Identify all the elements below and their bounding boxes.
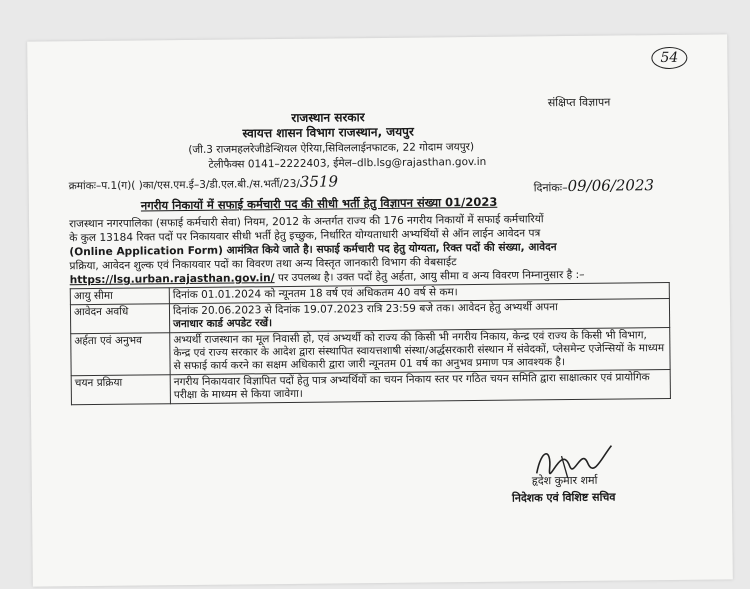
- page-number: 54: [651, 47, 687, 69]
- website-link[interactable]: https://lsg.urban.rajasthan.gov.in/: [69, 272, 275, 287]
- website-suffix: पर उपलब्ध है। उक्त पदों हेतु अर्हता, आयु सीमा व अन्य विवरण निम्नानुसार है :–: [274, 268, 585, 285]
- govt-name: राजस्थान सरकार: [291, 110, 365, 125]
- row-bold-text: जनाधार कार्ड अपडेट रखें।: [173, 317, 273, 331]
- reference-date-line: [534, 178, 654, 195]
- row-value: [170, 369, 670, 403]
- row-value: [170, 327, 670, 374]
- dept-contact: टेलीफैक्स 0141–2222403, ईमेल–dlb.lsg@rajasthan.gov.in: [208, 155, 487, 171]
- row-text: नगरीय निकायवार विज्ञापित पदों हेतु पात्र अभ्यर्थियों का चयन निकाय स्तर पर गठित चयन समिति द्वारा साक्षात्कार एवं प्रायोगिक परीक्षा के माध्यम से किया जावेगा।: [173, 371, 650, 402]
- dept-name: स्वायत्त शासन विभाग राजस्थान, जयपुर: [242, 124, 414, 141]
- notice-title: नगरीय निकायों में सफाई कर्मचारी पद की सीधी भर्ती हेतु विज्ञापन संख्या 01/2023: [140, 194, 498, 213]
- reference-date: 09/06/2023: [567, 176, 655, 196]
- row-text: दिनांक 01.01.2024 को न्यूनतम 18 वर्ष एवं अधिकतम 40 वर्ष से कम।: [172, 286, 458, 302]
- reference-number: 3519: [299, 172, 339, 191]
- intro-line-1: राजस्थान नगरपालिका (सफाई कर्मचारी सेवा) नियम, 2012 के अन्तर्गत राज्य की 176 नगरीय निकायों में सफाई कर्मचारियों: [69, 213, 544, 231]
- row-text: अभ्यर्थी राजस्थान का मूल निवासी हो, एवं अभ्यर्थी को राज्य की किसी भी नगरीय निकाय, केन्द्र एवं राज्य के किसी भी विभाग, केन्द्र एवं राज्य सरकार के आदेश द्वारा संस्थापित स्वायत्तशाषी संस्था/अर्द्धसरकारी संस्थान में संवेदकों, प्लेसमेन्ट एजेन्सियों के माध्यम से सफाई कार्य करने का सक्षम अधिकारी द्वारा जारी न्यूनतम 01 वर्ष का अनुभव प्रमाण पत्र आवश्यक है।: [173, 329, 665, 373]
- details-table: [70, 282, 671, 405]
- intro-line-3: (Online Application Form) आमंत्रित किये जाते है। सफाई कर्मचारी पद हेतु योग्यता, रिक्त पदों की संख्या, आवेदन: [69, 241, 557, 259]
- dept-address: (जी.3 राजमहलरेजीडेन्शियल ऐरिया,सिविललाईनफाटक, 22 गोदाम जयपुर): [188, 141, 475, 156]
- reference-line: [69, 174, 339, 193]
- row-label: आयु सीमा: [70, 288, 169, 305]
- signatory-designation: निदेशक एवं विशिष्ट सचिव: [511, 490, 616, 505]
- signatory-name: हृदेश कुमार शर्मा: [531, 473, 598, 488]
- row-label: चयन प्रक्रिया: [71, 375, 170, 405]
- row-label: अर्हता एवं अनुभव: [71, 333, 170, 376]
- notice-type: संक्षिप्त विज्ञापन: [547, 95, 611, 110]
- intro-line-4: प्रक्रिया, आवेदन शुल्क एवं निकायवार पदों का विवरण तथा अन्य विस्तृत जानकारी विभाग की वेबसाईट: [69, 256, 457, 273]
- table-row: [71, 369, 670, 404]
- intro-line-2: के कुल 13184 रिक्त पदों पर निकायवार सीधी भर्ती हेतु इच्छुक, निर्धारित योग्यताधारी अभ्यर्थियों से ऑन लाईन आवेदन पत्र: [69, 227, 541, 245]
- notice-document: [27, 34, 733, 586]
- date-label: दिनांकः–: [533, 181, 568, 195]
- reference-prefix: क्रमांकः–प.1(ग)( )का/एस.एम.ई–3/डी.एल.बी./स.भर्ती/23/: [68, 177, 300, 193]
- table-row: [71, 327, 670, 375]
- row-text: दिनांक 20.06.2023 से दिनांक 19.07.2023 रात्रि 23:59 बजे तक। आवेदन हेतु अभ्यर्थी अपना: [172, 301, 558, 318]
- row-label: आवेदन अवधि: [70, 304, 169, 334]
